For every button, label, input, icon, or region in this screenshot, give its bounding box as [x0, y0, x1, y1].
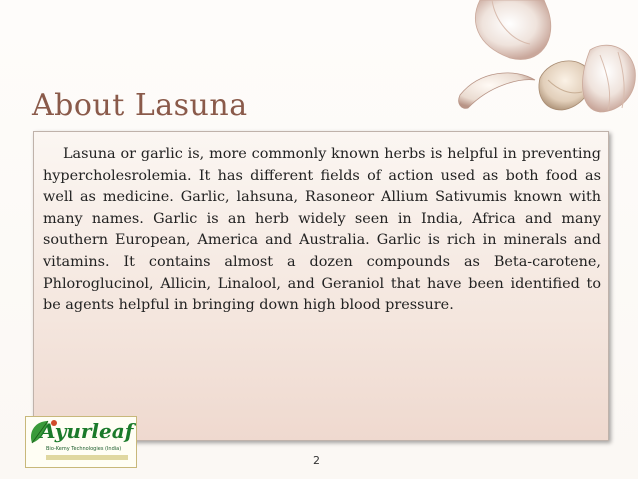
logo-bar [46, 455, 128, 460]
content-box [33, 131, 609, 441]
logo-subtitle: Bio-Kemy Technologies (India) [46, 446, 122, 452]
ayurleaf-logo [25, 416, 137, 468]
garlic-image [440, 0, 638, 120]
logo-name: Ayurleaf [40, 419, 134, 443]
body-paragraph: Lasuna or garlic is, more commonly known herbs is helpful in preventing hypercholesrolemia. It has different fields of action used as both food as well as medicine. Garlic, lahsuna, Rasoneor Allium Sativumis known with many names. Garlic is an herb widely seen in India, Africa and many southern European, America and Australia. Garlic is rich in minerals and vitamins. It contains almost a dozen compounds as Beta-carotene, Phloroglucinol, Allicin, Linalool, and Geraniol that have been identified to be agents helpful in bringing down high blood pressure. [43, 146, 601, 314]
page-number: 2 [313, 454, 320, 467]
slide-title: About Lasuna [32, 88, 248, 123]
